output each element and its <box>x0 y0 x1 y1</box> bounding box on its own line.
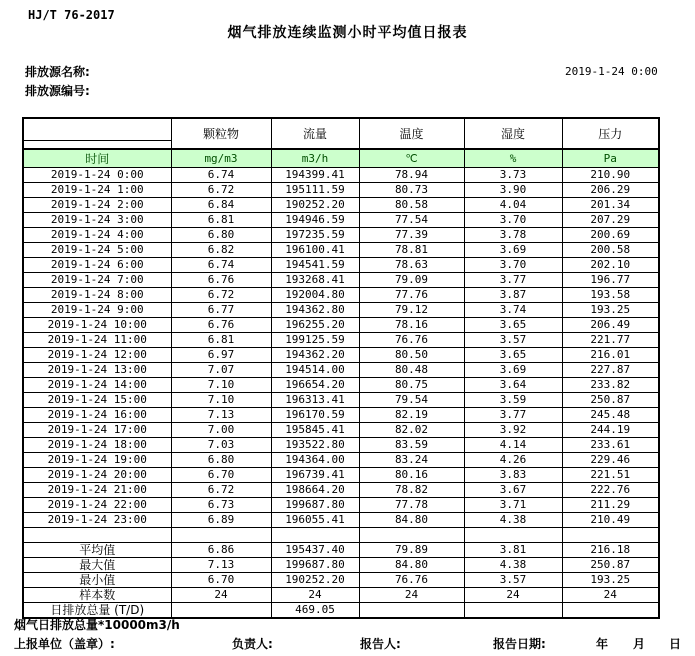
table-row <box>23 273 659 288</box>
value-cell: 3.83 <box>464 468 562 483</box>
value-cell: 211.29 <box>562 498 659 513</box>
value-cell: 6.77 <box>171 303 271 318</box>
value-cell: 6.74 <box>171 258 271 273</box>
value-cell: 199125.59 <box>271 333 359 348</box>
value-cell: 197235.59 <box>271 228 359 243</box>
value-cell: 7.10 <box>171 393 271 408</box>
value-cell: 227.87 <box>562 363 659 378</box>
value-cell: 194364.00 <box>271 453 359 468</box>
data-rows <box>23 168 659 618</box>
value-cell: 76.76 <box>359 333 464 348</box>
value-cell: 3.69 <box>464 243 562 258</box>
value-cell: 77.54 <box>359 213 464 228</box>
value-cell: 193268.41 <box>271 273 359 288</box>
value-cell: 80.58 <box>359 198 464 213</box>
value-cell: 3.77 <box>464 273 562 288</box>
value-cell: 3.73 <box>464 168 562 183</box>
time-cell: 2019-1-24 9:00 <box>23 303 171 318</box>
summary-value-cell <box>562 602 659 618</box>
time-cell: 2019-1-24 5:00 <box>23 243 171 258</box>
time-cell: 2019-1-24 12:00 <box>23 348 171 363</box>
column-header: 温度 <box>359 118 464 149</box>
value-cell: 244.19 <box>562 423 659 438</box>
value-cell: 7.00 <box>171 423 271 438</box>
value-cell: 250.87 <box>562 393 659 408</box>
time-cell: 2019-1-24 7:00 <box>23 273 171 288</box>
day-label: 日 <box>669 637 682 651</box>
summary-label-cell: 日排放总量 (T/D) <box>23 602 171 618</box>
value-cell: 3.65 <box>464 348 562 363</box>
value-cell: 3.70 <box>464 213 562 228</box>
time-cell: 2019-1-24 2:00 <box>23 198 171 213</box>
value-cell: 190252.20 <box>271 198 359 213</box>
summary-row <box>23 587 659 602</box>
value-cell: 206.29 <box>562 183 659 198</box>
summary-value-cell: 195437.40 <box>271 542 359 557</box>
value-cell: 3.71 <box>464 498 562 513</box>
time-cell: 2019-1-24 20:00 <box>23 468 171 483</box>
summary-value-cell: 6.70 <box>171 572 271 587</box>
value-cell: 83.59 <box>359 438 464 453</box>
empty-cell <box>359 528 464 543</box>
unit-cell: ℃ <box>359 149 464 168</box>
time-cell: 2019-1-24 1:00 <box>23 183 171 198</box>
table-row <box>23 288 659 303</box>
value-cell: 233.61 <box>562 438 659 453</box>
value-cell: 4.14 <box>464 438 562 453</box>
value-cell: 3.78 <box>464 228 562 243</box>
value-cell: 195845.41 <box>271 423 359 438</box>
unit-cell: mg/m3 <box>171 149 271 168</box>
value-cell: 79.12 <box>359 303 464 318</box>
value-cell: 6.74 <box>171 168 271 183</box>
value-cell: 196255.20 <box>271 318 359 333</box>
value-cell: 7.13 <box>171 408 271 423</box>
value-cell: 3.77 <box>464 408 562 423</box>
time-cell: 2019-1-24 15:00 <box>23 393 171 408</box>
value-cell: 3.90 <box>464 183 562 198</box>
column-header: 压力 <box>562 118 659 149</box>
column-header: 流量 <box>271 118 359 149</box>
summary-value-cell: 24 <box>359 587 464 602</box>
value-cell: 82.19 <box>359 408 464 423</box>
standard-code: HJ/T 76-2017 <box>28 8 115 22</box>
value-cell: 3.59 <box>464 393 562 408</box>
report-date-label: 报告日期: <box>493 637 546 651</box>
column-header: 湿度 <box>464 118 562 149</box>
value-cell: 195111.59 <box>271 183 359 198</box>
value-cell: 3.67 <box>464 483 562 498</box>
table-row <box>23 468 659 483</box>
summary-value-cell: 6.86 <box>171 542 271 557</box>
table-row <box>23 213 659 228</box>
value-cell: 3.87 <box>464 288 562 303</box>
time-cell: 2019-1-24 21:00 <box>23 483 171 498</box>
value-cell: 221.77 <box>562 333 659 348</box>
value-cell: 80.48 <box>359 363 464 378</box>
value-cell: 194514.00 <box>271 363 359 378</box>
value-cell: 7.03 <box>171 438 271 453</box>
value-cell: 78.16 <box>359 318 464 333</box>
table-row <box>23 348 659 363</box>
value-cell: 194362.80 <box>271 303 359 318</box>
time-cell: 2019-1-24 19:00 <box>23 453 171 468</box>
value-cell: 7.10 <box>171 378 271 393</box>
reporter-label: 报告人: <box>360 637 401 651</box>
value-cell: 233.82 <box>562 378 659 393</box>
unit-cell: m3/h <box>271 149 359 168</box>
value-cell: 78.94 <box>359 168 464 183</box>
value-cell: 6.89 <box>171 513 271 528</box>
time-cell: 2019-1-24 18:00 <box>23 438 171 453</box>
report-datetime: 2019-1-24 0:00 <box>565 65 658 78</box>
value-cell: 80.75 <box>359 378 464 393</box>
corner-cell <box>23 118 171 149</box>
summary-value-cell <box>464 602 562 618</box>
time-cell: 2019-1-24 11:00 <box>23 333 171 348</box>
value-cell: 200.58 <box>562 243 659 258</box>
empty-cell <box>464 528 562 543</box>
value-cell: 80.16 <box>359 468 464 483</box>
table-row <box>23 438 659 453</box>
table-row <box>23 408 659 423</box>
value-cell: 3.70 <box>464 258 562 273</box>
table-row <box>23 303 659 318</box>
summary-value-cell: 469.05 <box>271 602 359 618</box>
value-cell: 210.90 <box>562 168 659 183</box>
summary-value-cell: 24 <box>171 587 271 602</box>
summary-value-cell <box>171 602 271 618</box>
value-cell: 6.97 <box>171 348 271 363</box>
summary-value-cell: 190252.20 <box>271 572 359 587</box>
table-row <box>23 168 659 183</box>
page-title: 烟气排放连续监测小时平均值日报表 <box>227 25 468 41</box>
value-cell: 6.81 <box>171 213 271 228</box>
empty-cell <box>171 528 271 543</box>
summary-value-cell: 199687.80 <box>271 557 359 572</box>
value-cell: 193.58 <box>562 288 659 303</box>
value-cell: 6.76 <box>171 318 271 333</box>
value-cell: 194946.59 <box>271 213 359 228</box>
value-cell: 6.70 <box>171 468 271 483</box>
table-row <box>23 183 659 198</box>
summary-value-cell: 193.25 <box>562 572 659 587</box>
value-cell: 201.34 <box>562 198 659 213</box>
value-cell: 6.80 <box>171 228 271 243</box>
unit-row <box>23 149 659 168</box>
table-row <box>23 198 659 213</box>
summary-value-cell: 24 <box>464 587 562 602</box>
footer-note: 烟气日排放总量*10000m3/h <box>14 618 180 632</box>
value-cell: 199687.80 <box>271 498 359 513</box>
value-cell: 4.26 <box>464 453 562 468</box>
time-cell: 2019-1-24 8:00 <box>23 288 171 303</box>
empty-cell <box>271 528 359 543</box>
value-cell: 196739.41 <box>271 468 359 483</box>
time-cell: 2019-1-24 13:00 <box>23 363 171 378</box>
time-cell: 2019-1-24 4:00 <box>23 228 171 243</box>
value-cell: 77.78 <box>359 498 464 513</box>
value-cell: 196313.41 <box>271 393 359 408</box>
value-cell: 206.49 <box>562 318 659 333</box>
value-cell: 6.72 <box>171 483 271 498</box>
value-cell: 192004.80 <box>271 288 359 303</box>
time-cell: 2019-1-24 23:00 <box>23 513 171 528</box>
time-cell: 2019-1-24 22:00 <box>23 498 171 513</box>
pollutant-name-row <box>23 118 659 149</box>
report-unit-label: 上报单位（盖章）: <box>14 637 115 651</box>
value-cell: 79.09 <box>359 273 464 288</box>
value-cell: 210.49 <box>562 513 659 528</box>
empty-cell <box>23 528 171 543</box>
value-cell: 6.82 <box>171 243 271 258</box>
table-row <box>23 483 659 498</box>
value-cell: 245.48 <box>562 408 659 423</box>
month-label: 月 <box>633 637 646 651</box>
summary-row <box>23 557 659 572</box>
time-cell: 2019-1-24 6:00 <box>23 258 171 273</box>
summary-value-cell: 79.89 <box>359 542 464 557</box>
summary-value-cell: 24 <box>271 587 359 602</box>
value-cell: 77.39 <box>359 228 464 243</box>
summary-value-cell: 4.38 <box>464 557 562 572</box>
value-cell: 3.92 <box>464 423 562 438</box>
corner-split-line <box>24 127 171 141</box>
empty-cell <box>562 528 659 543</box>
summary-value-cell: 250.87 <box>562 557 659 572</box>
summary-label-cell: 平均值 <box>23 542 171 557</box>
table-row <box>23 318 659 333</box>
value-cell: 3.69 <box>464 363 562 378</box>
value-cell: 78.82 <box>359 483 464 498</box>
source-name-label: 排放源名称: <box>25 65 90 79</box>
hourly-report-table <box>22 117 660 619</box>
value-cell: 196.77 <box>562 273 659 288</box>
source-code-label: 排放源编号: <box>25 84 90 98</box>
value-cell: 6.73 <box>171 498 271 513</box>
value-cell: 82.02 <box>359 423 464 438</box>
summary-row <box>23 572 659 587</box>
summary-value-cell: 24 <box>562 587 659 602</box>
table-row <box>23 423 659 438</box>
value-cell: 196100.41 <box>271 243 359 258</box>
summary-value-cell: 3.81 <box>464 542 562 557</box>
value-cell: 6.84 <box>171 198 271 213</box>
value-cell: 196654.20 <box>271 378 359 393</box>
table-row <box>23 333 659 348</box>
column-header: 颗粒物 <box>171 118 271 149</box>
value-cell: 196170.59 <box>271 408 359 423</box>
table-row <box>23 498 659 513</box>
value-cell: 196055.41 <box>271 513 359 528</box>
value-cell: 200.69 <box>562 228 659 243</box>
table-row <box>23 393 659 408</box>
value-cell: 80.73 <box>359 183 464 198</box>
summary-value-cell: 216.18 <box>562 542 659 557</box>
time-cell: 2019-1-24 10:00 <box>23 318 171 333</box>
value-cell: 77.76 <box>359 288 464 303</box>
value-cell: 6.72 <box>171 288 271 303</box>
table-row <box>23 378 659 393</box>
value-cell: 3.57 <box>464 333 562 348</box>
value-cell: 202.10 <box>562 258 659 273</box>
value-cell: 6.72 <box>171 183 271 198</box>
value-cell: 3.64 <box>464 378 562 393</box>
value-cell: 216.01 <box>562 348 659 363</box>
value-cell: 4.04 <box>464 198 562 213</box>
table-row <box>23 228 659 243</box>
summary-value-cell: 84.80 <box>359 557 464 572</box>
year-label: 年 <box>596 637 609 651</box>
time-cell: 2019-1-24 16:00 <box>23 408 171 423</box>
table-row <box>23 258 659 273</box>
value-cell: 194541.59 <box>271 258 359 273</box>
summary-value-cell <box>359 602 464 618</box>
time-cell: 2019-1-24 17:00 <box>23 423 171 438</box>
summary-value-cell: 76.76 <box>359 572 464 587</box>
unit-cell: Pa <box>562 149 659 168</box>
value-cell: 78.81 <box>359 243 464 258</box>
time-cell: 2019-1-24 14:00 <box>23 378 171 393</box>
value-cell: 4.38 <box>464 513 562 528</box>
summary-row <box>23 542 659 557</box>
value-cell: 84.80 <box>359 513 464 528</box>
value-cell: 80.50 <box>359 348 464 363</box>
value-cell: 6.81 <box>171 333 271 348</box>
time-header: 时间 <box>23 149 171 168</box>
value-cell: 3.74 <box>464 303 562 318</box>
value-cell: 79.54 <box>359 393 464 408</box>
value-cell: 78.63 <box>359 258 464 273</box>
value-cell: 198664.20 <box>271 483 359 498</box>
time-cell: 2019-1-24 3:00 <box>23 213 171 228</box>
value-cell: 83.24 <box>359 453 464 468</box>
value-cell: 207.29 <box>562 213 659 228</box>
table-row <box>23 243 659 258</box>
value-cell: 194399.41 <box>271 168 359 183</box>
responsible-person-label: 负责人: <box>232 637 273 651</box>
unit-cell: % <box>464 149 562 168</box>
summary-label-cell: 样本数 <box>23 587 171 602</box>
table-row <box>23 453 659 468</box>
value-cell: 6.76 <box>171 273 271 288</box>
time-cell: 2019-1-24 0:00 <box>23 168 171 183</box>
value-cell: 229.46 <box>562 453 659 468</box>
table-row <box>23 513 659 528</box>
value-cell: 7.07 <box>171 363 271 378</box>
value-cell: 6.80 <box>171 453 271 468</box>
value-cell: 193.25 <box>562 303 659 318</box>
value-cell: 194362.20 <box>271 348 359 363</box>
summary-label-cell: 最大值 <box>23 557 171 572</box>
value-cell: 222.76 <box>562 483 659 498</box>
value-cell: 193522.80 <box>271 438 359 453</box>
summary-value-cell: 3.57 <box>464 572 562 587</box>
table-row <box>23 363 659 378</box>
summary-label-cell: 最小值 <box>23 572 171 587</box>
summary-value-cell: 7.13 <box>171 557 271 572</box>
value-cell: 221.51 <box>562 468 659 483</box>
spacer-row <box>23 528 659 543</box>
value-cell: 3.65 <box>464 318 562 333</box>
